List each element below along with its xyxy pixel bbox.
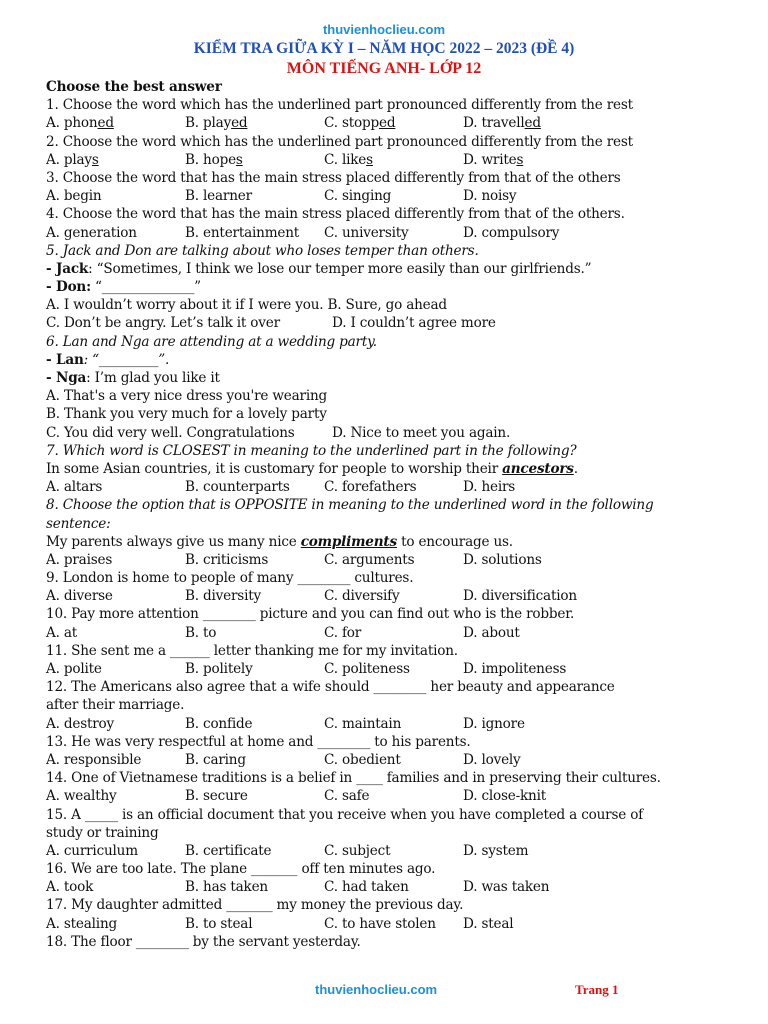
option-d-stem: D. travell [463, 115, 525, 132]
option-c-stem: C. like [324, 151, 367, 168]
option-b: B. learner [185, 188, 252, 205]
option-a-stem: A. play [46, 151, 92, 168]
option-d: D. ignore [463, 715, 525, 732]
option-a: A. begin [46, 188, 102, 205]
option-a: A. generation [46, 224, 137, 241]
question-2-options [46, 151, 736, 169]
nga-line: : I’m glad you like it [86, 370, 220, 386]
question-4: 4. Choose the word that has the main stress placed differently from that of the others. [46, 206, 625, 223]
option-a-stem: A. phon [46, 115, 98, 132]
question-11-options [46, 660, 736, 678]
question-12-cont: after their marriage. [46, 697, 185, 714]
question-17: 17. My daughter admitted _______ my money the previous day. [46, 897, 464, 914]
question-4-options [46, 224, 736, 242]
option-c: C. politeness [324, 661, 410, 677]
option-b: B. diversity [185, 588, 261, 605]
question-15-cont: study or training [46, 824, 159, 841]
question-11: 11. She sent me a ______ letter thanking me for my invitation. [46, 642, 458, 659]
option-a-underline: ed [97, 115, 114, 132]
question-8-sentence [46, 533, 736, 551]
option-d-underline: ed [524, 115, 541, 132]
option-c: C. to have stolen [324, 915, 436, 932]
option-a: A. destroy [46, 715, 115, 732]
option-a: A. at [46, 624, 78, 641]
speaker-lan: - Lan [46, 351, 84, 368]
option-d: D. impoliteness [463, 661, 567, 677]
option-b [185, 151, 324, 169]
option-a: A. diverse [46, 588, 113, 605]
option-a-underline: s [91, 151, 99, 168]
lan-line: : “_________”. [83, 351, 170, 368]
question-15-options [46, 842, 736, 860]
option-c: C. diversify [324, 588, 400, 605]
option-b-stem: B. hope [185, 151, 236, 168]
option-d-stem: D. write [463, 151, 517, 168]
question-17-options [46, 915, 736, 933]
option-d: D. close-knit [463, 788, 547, 805]
option-b: B. criticisms [185, 551, 269, 568]
dialogue-jack [46, 260, 736, 278]
option-d: D. solutions [463, 551, 542, 568]
question-7-options [46, 478, 736, 496]
option-c-stem: C. stopp [324, 115, 379, 132]
option-d: D. noisy [463, 188, 517, 205]
question-6-options-row [46, 424, 736, 442]
option-b: B. has taken [185, 879, 268, 896]
option-d: D. compulsory [463, 224, 560, 241]
sentence-start: My parents always give us many nice [46, 533, 301, 550]
question-5-options-row1 [46, 296, 736, 314]
sentence-end: . [573, 460, 578, 477]
option-c: C. had taken [324, 879, 409, 896]
option-c-underline: s [366, 151, 373, 168]
question-6: 6. Lan and Nga are attending at a wedding party. [46, 333, 377, 350]
speaker-jack: - Jack [46, 260, 89, 277]
page-number: Trang 1 [575, 982, 619, 997]
speaker-don: - Don: [46, 279, 91, 296]
keyword-underlined: ancestors [502, 460, 574, 477]
question-1-options [46, 114, 736, 132]
dialogue-nga [46, 369, 736, 387]
question-13-options [46, 751, 736, 769]
option-a: A. stealing [46, 915, 117, 932]
option-c [324, 151, 463, 169]
speaker-nga: - Nga [46, 370, 87, 386]
option-a: A. responsible [46, 751, 142, 768]
option-c: C. Don’t be angry. Let’s talk it over [46, 315, 280, 332]
option-c: C. university [324, 224, 409, 241]
question-7-sentence [46, 460, 736, 478]
option-d: D. Nice to meet you again. [332, 424, 511, 441]
option-b-stem: B. play [185, 115, 232, 132]
question-10: 10. Pay more attention ________ picture and you can find out who is the robber. [46, 606, 575, 623]
option-a: A. That's a very nice dress you're wearing [46, 388, 328, 405]
don-line: “______________” [90, 279, 201, 296]
option-d: D. I couldn’t agree more [332, 315, 496, 332]
question-9-options [46, 587, 736, 605]
option-b: B. caring [185, 751, 246, 768]
question-7: 7. Which word is CLOSEST in meaning to the underlined part in the following? [46, 442, 577, 459]
option-b [185, 114, 324, 132]
option-b: B. certificate [185, 842, 272, 859]
option-c: C. obedient [324, 751, 401, 768]
option-d: D. was taken [463, 879, 550, 896]
option-d [463, 151, 523, 169]
jack-line: : “Sometimes, I think we lose our temper more easily than our girlfriends.” [88, 260, 592, 277]
option-c: C. for [324, 624, 362, 641]
option-c: C. maintain [324, 715, 402, 732]
option-a: A. took [46, 879, 94, 896]
option-b: B. counterparts [185, 479, 290, 496]
sentence-start: In some Asian countries, it is customary for people to worship their [46, 460, 503, 477]
option-b: B. Thank you very much for a lovely party [46, 406, 327, 423]
question-18: 18. The floor ________ by the servant yesterday. [46, 933, 361, 950]
option-c: C. forefathers [324, 479, 417, 496]
question-1: 1. Choose the word which has the underlined part pronounced differently from the rest [46, 97, 633, 114]
option-d [463, 114, 541, 132]
option-a: A. I wouldn’t worry about it if I were you. [46, 297, 324, 314]
option-c-underline: ed [379, 115, 396, 132]
question-16: 16. We are too late. The plane _______ off ten minutes ago. [46, 861, 436, 878]
keyword-underlined: compliments [300, 533, 397, 550]
option-b-underline: s [235, 151, 243, 168]
question-3-options [46, 187, 736, 205]
option-c: C. safe [324, 788, 370, 805]
option-a [46, 151, 185, 169]
option-d: D. lovely [463, 751, 521, 768]
question-15: 15. A _____ is an official document that you receive when you have completed a course of [46, 806, 644, 823]
option-d: D. about [463, 624, 520, 641]
option-d: D. diversification [463, 588, 577, 605]
header-site-link[interactable]: thuvienhoclieu.com [322, 22, 446, 37]
question-3: 3. Choose the word that has the main stress placed differently from that of the others [46, 169, 621, 186]
option-d-underline: s [516, 151, 524, 168]
option-a: A. altars [46, 479, 103, 496]
option-c: C. You did very well. Congratulations [46, 424, 295, 441]
dialogue-don [46, 278, 736, 296]
option-b: B. to [185, 624, 217, 641]
section-title: Choose the best answer [46, 79, 222, 95]
sentence-end: to encourage us. [396, 533, 513, 550]
option-d: D. heirs [463, 479, 516, 496]
option-d: D. steal [463, 915, 514, 932]
option-a: A. wealthy [46, 788, 117, 805]
question-2: 2. Choose the word which has the underlined part pronounced differently from the rest [46, 133, 633, 150]
option-b: B. confide [185, 715, 253, 732]
question-5-options-row2 [46, 314, 736, 332]
subject-title: MÔN TIẾNG ANH- LỚP 12 [286, 60, 482, 77]
question-14: 14. One of Vietnamese traditions is a belief in ____ families and in preserving their cultures. [46, 770, 661, 787]
question-8-cont: sentence: [46, 515, 111, 532]
option-c: C. subject [324, 842, 391, 859]
exam-title: KIỂM TRA GIỮA KỲ I – NĂM HỌC 2022 – 2023 (ĐỀ 4) [193, 40, 575, 57]
option-b: B. entertainment [185, 224, 300, 241]
option-c: C. singing [324, 188, 392, 205]
option-c [324, 114, 463, 132]
option-a [46, 114, 185, 132]
question-9: 9. London is home to people of many ________ cultures. [46, 570, 414, 587]
question-5: 5. Jack and Don are talking about who loses temper than others. [46, 242, 479, 259]
question-16-options [46, 878, 736, 896]
option-b: B. secure [185, 788, 248, 805]
option-c: C. arguments [324, 551, 415, 568]
dialogue-lan [46, 351, 736, 369]
option-a: A. polite [46, 661, 102, 677]
option-a: A. curriculum [46, 842, 138, 859]
question-12-options [46, 715, 736, 733]
question-8: 8. Choose the option that is OPPOSITE in meaning to the underlined word in the following [46, 497, 654, 514]
option-d: D. system [463, 842, 529, 859]
exam-content [46, 78, 736, 951]
option-b: B. Sure, go ahead [327, 297, 447, 314]
question-12: 12. The Americans also agree that a wife should ________ her beauty and appearance [46, 679, 615, 696]
question-10-options [46, 624, 736, 642]
option-b: B. to steal [185, 915, 253, 932]
question-13: 13. He was very respectful at home and ________ to his parents. [46, 733, 471, 750]
option-a: A. praises [46, 551, 113, 568]
footer-site-link[interactable]: thuvienhoclieu.com [315, 982, 438, 997]
option-b: B. politely [185, 661, 253, 677]
option-b-underline: ed [231, 115, 248, 132]
question-14-options [46, 787, 736, 805]
question-8-options [46, 551, 736, 569]
